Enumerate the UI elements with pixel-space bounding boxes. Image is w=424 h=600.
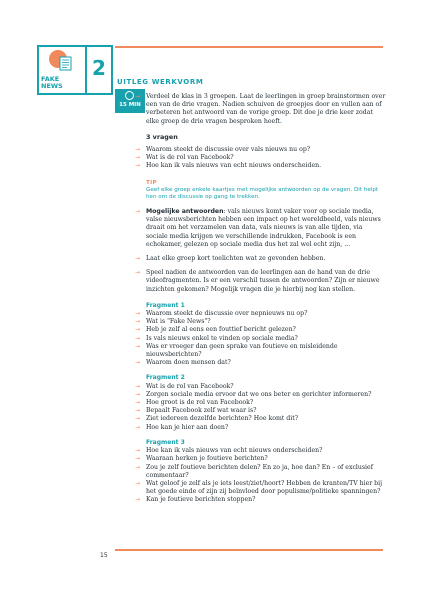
arrow-bullet-icon: →: [135, 154, 141, 162]
main-content: [135, 93, 386, 505]
fragment-3: [135, 438, 386, 505]
list-item: → Wat geloof je zelf als je iets leest/ziet/hoort? Hebben de kranten/TV hier bij het goede einde of zijn zij beïnvloed door populisme/politieke spanningen?: [135, 479, 383, 496]
answers-label: Mogelijke antwoorden: [146, 208, 224, 216]
answers-paragraph: [135, 208, 386, 249]
tip-block: [146, 179, 386, 202]
fragment-1: [135, 301, 386, 368]
list-item: → Waarom steekt de discussie over nepnieuws nu op?: [135, 310, 308, 318]
logo-label-line1: FAKE: [41, 75, 60, 83]
step-item: → Laat elke groep kort toelichten wat ze gevonden hebben.: [135, 255, 326, 263]
arrow-bullet-icon: →: [135, 269, 141, 277]
fragment-title: Fragment 3: [146, 438, 185, 446]
arrow-bullet-icon: →: [135, 334, 141, 342]
arrow-bullet-icon: →: [135, 415, 141, 423]
tip-title: TIP: [146, 179, 157, 186]
list-item: → Waarom doen mensen dat?: [135, 359, 231, 367]
arrow-bullet-icon: →: [135, 162, 141, 170]
list-item: → Hoe groot is de rol van Facebook?: [135, 399, 254, 407]
fragment-title: Fragment 2: [146, 374, 185, 382]
arrow-bullet-icon: →: [135, 326, 141, 334]
logo-divider: [85, 45, 87, 95]
newspaper-person-icon: [44, 49, 78, 75]
chapter-number: 2: [92, 56, 106, 80]
arrow-bullet-icon: →: [135, 390, 141, 398]
list-item: → Waarom steekt de discussie over vals nieuws nu op?: [135, 146, 311, 154]
list-item: → Wat is "Fake News"?: [135, 318, 211, 326]
arrow-bullet-icon: →: [135, 463, 141, 471]
arrow-bullet-icon: →: [135, 382, 141, 390]
list-item: → Heb je zelf al eens een fouttief bericht gelezen?: [135, 326, 296, 334]
arrow-bullet-icon: →: [135, 455, 141, 463]
list-item: → Wat is de rol van Facebook?: [135, 382, 234, 390]
page-number: 15: [100, 552, 108, 559]
list-item: → Bepaalt Facebook zelf wat waar is?: [135, 407, 257, 415]
fragment-title: Fragment 1: [146, 301, 185, 309]
arrow-bullet-icon: →: [135, 407, 141, 415]
list-item: → Hoe kan je hier aan doen?: [135, 423, 229, 431]
arrow-bullet-icon: →: [135, 479, 141, 487]
list-item: → Hoe kan ik vals nieuws van echt nieuws onderscheiden.: [135, 162, 322, 170]
list-item: → Was er vroeger dan geen sprake van foutieve en misleidende nieuwsberichten?: [135, 342, 338, 359]
time-badge: [115, 89, 145, 113]
answers-text: : vals nieuws komt vaker voor op sociale media, valse nieuwsberichten hebben een impact op het wereldbeeld, vals nieuws draait om het verzamelen van data, vals nieuws is van alle tijden, via sociale media krijgen we verschillende indrukken, Facebook is een echokamer, gelezen op sociale media dus het zal wel echt zijn, ...: [146, 208, 381, 248]
arrow-bullet-icon: →: [135, 255, 141, 263]
arrow-bullet-icon: →: [135, 318, 141, 326]
logo-label-line2: NEWS: [41, 82, 63, 90]
intro-paragraph: [135, 93, 386, 126]
step-item: → Speel nadien de antwoorden van de leerlingen aan de hand van de drie videofragmenten. Is er een verschil tussen de antwoorden? Zijn er nieuwe inzichten gekomen? Mogelijk vragen die je hierbij nog kan stellen.: [135, 269, 380, 293]
list-item: → Wat is de rol van Facebook?: [135, 154, 234, 162]
questions-title: 3 vragen: [146, 132, 178, 141]
logo-label: [41, 76, 63, 90]
clock-icon: [125, 91, 134, 100]
arrow-bullet-icon: →: [135, 208, 141, 216]
list-item: → Zou je zelf foutieve berichten delen? En zo ja, hoe dan? En – of exclusief commentaar?: [135, 463, 373, 479]
fragment-2: [135, 374, 386, 431]
arrow-bullet-icon: →: [135, 423, 141, 431]
arrow-bullet-icon: →: [135, 399, 141, 407]
arrow-bullet-icon: →: [135, 93, 141, 100]
intro-text: Verdeel de klas in 3 groepen. Laat de leerlingen in groep brainstormen over een van de drie vragen. Nadien schuiven de groepjes door en vullen aan of verbeteren het antwoord van de vorige groep. Dit doe je drie keer zodat elke groep de drie vragen besproken heeft.: [146, 93, 386, 125]
bottom-divider: [115, 549, 383, 551]
arrow-bullet-icon: →: [135, 496, 141, 504]
arrow-bullet-icon: →: [135, 146, 141, 154]
arrow-bullet-icon: →: [135, 359, 141, 367]
arrow-bullet-icon: →: [135, 310, 141, 318]
list-item: → Kan je foutieve berichten stoppen?: [135, 496, 256, 504]
list-item: → Hoe kan ik vals nieuws van echt nieuws onderscheiden?: [135, 447, 323, 455]
top-divider: [115, 46, 383, 48]
arrow-bullet-icon: →: [135, 342, 141, 350]
list-item: → Is vals nieuws enkel te vinden op sociale media?: [135, 334, 298, 342]
list-item: → Ziet iedereen dezelfde berichten? Hoe komt dit?: [135, 415, 299, 423]
section-heading: UITLEG WERKVORM: [117, 78, 204, 86]
tip-text: Geef elke groep enkele kaartjes met mogelijke antwoorden op de vragen. Dit helpt hen om de discussie op gang te trekken.: [146, 186, 379, 201]
list-item: → Waaraan herken je foutieve berichten?: [135, 455, 268, 463]
list-item: → Zorgen sociale media ervoor dat we ons beter en gerichter informeren?: [135, 390, 372, 398]
arrow-bullet-icon: →: [135, 447, 141, 455]
questions-list: [135, 146, 386, 171]
time-label: 15 MIN: [119, 102, 141, 108]
